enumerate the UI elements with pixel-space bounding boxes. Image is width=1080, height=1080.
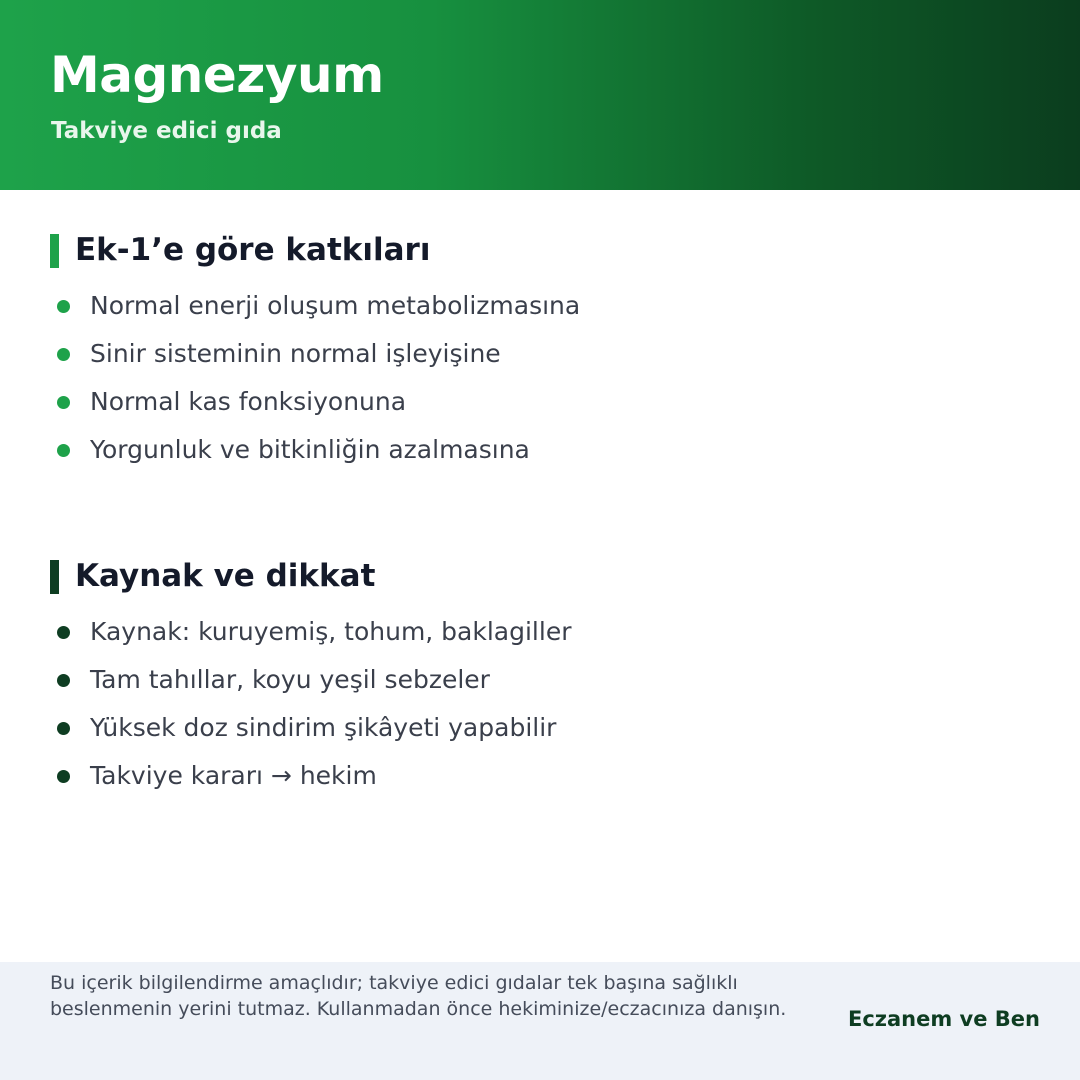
bullet-list: [50, 608, 1030, 800]
disclaimer-text: Bu içerik bilgilendirme amaçlıdır; takviye edici gıdalar tek başına sağlıklı beslenmenin yerini tutmaz. Kullanmadan önce hekiminize/eczacınıza danışın.: [50, 972, 787, 1020]
list-item: [50, 656, 1030, 704]
list-item-text: Normal kas fonksiyonuna: [90, 387, 407, 416]
section-title: Ek-1’e göre katkıları: [75, 232, 431, 268]
list-item-text: Normal enerji oluşum metabolizmasına: [90, 291, 581, 320]
section-accent-bar: [50, 560, 59, 594]
list-item-text: Kaynak: kuruyemiş, tohum, baklagiller: [90, 617, 572, 646]
list-item: [50, 282, 1030, 330]
bullet-dot-icon: [57, 300, 70, 313]
list-item: [50, 330, 1030, 378]
section-heading: [50, 555, 1030, 595]
page-subtitle: Takviye edici gıda: [51, 118, 282, 144]
list-item: [50, 752, 1030, 800]
header-banner: [0, 0, 1080, 190]
list-item: [50, 608, 1030, 656]
list-item-text: Takviye kararı → hekim: [90, 761, 377, 790]
list-item: [50, 378, 1030, 426]
section-heading: [50, 229, 1030, 269]
list-item: [50, 704, 1030, 752]
brand-name: Eczanem ve Ben: [847, 1007, 1040, 1031]
bullet-dot-icon: [57, 722, 70, 735]
page-title: Magnezyum: [50, 46, 384, 104]
section-accent-bar: [50, 234, 59, 268]
sources-caution-section: [50, 555, 1030, 790]
list-item-text: Tam tahıllar, koyu yeşil sebzeler: [90, 665, 490, 694]
bullet-dot-icon: [57, 674, 70, 687]
list-item-text: Sinir sisteminin normal işleyişine: [90, 339, 501, 368]
list-item-text: Yüksek doz sindirim şikâyeti yapabilir: [90, 713, 557, 742]
section-title: Kaynak ve dikkat: [75, 558, 376, 594]
list-item: [50, 426, 1030, 474]
bullet-dot-icon: [57, 770, 70, 783]
bullet-dot-icon: [57, 626, 70, 639]
bullet-list: [50, 282, 1030, 474]
footer: [0, 962, 1080, 1080]
bullet-dot-icon: [57, 396, 70, 409]
bullet-dot-icon: [57, 348, 70, 361]
bullet-dot-icon: [57, 444, 70, 457]
contributions-section: [50, 229, 1030, 464]
list-item-text: Yorgunluk ve bitkinliğin azalmasına: [90, 435, 530, 464]
